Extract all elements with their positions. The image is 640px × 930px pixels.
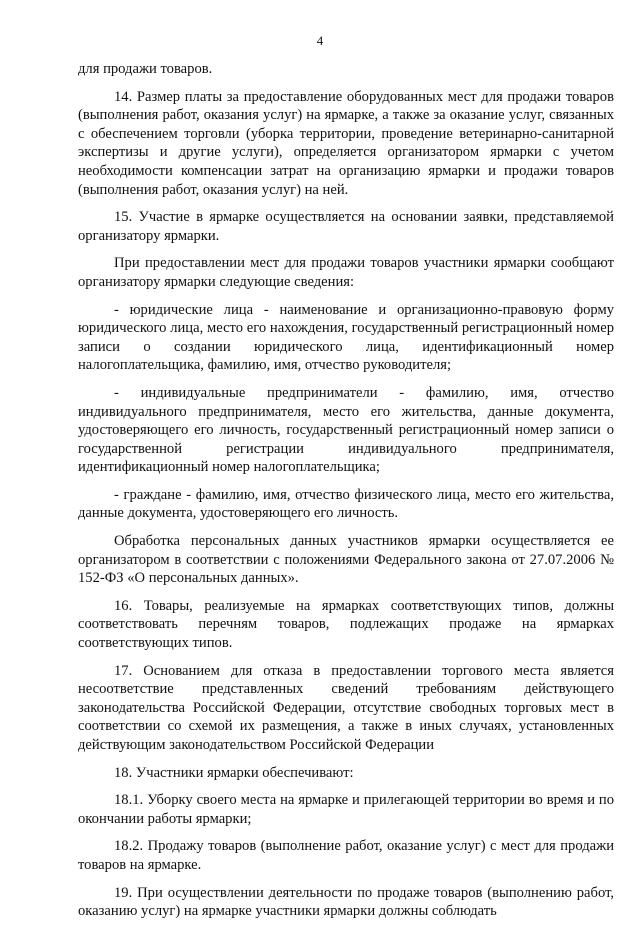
paragraph-18-obligations: 18. Участники ярмарки обеспечивают: — [114, 764, 354, 781]
paragraph-18-2-sales: 18.2. Продажу товаров (выполнение работ, оказание услуг) с мест для продажи товаров на ярмарке. — [78, 838, 614, 873]
paragraph-18-1-cleaning: 18.1. Уборку своего места на ярмарке и прилегающей территории во время и по окончании работы ярмарки; — [78, 792, 614, 827]
paragraph-citizens: - граждане - фамилию, имя, отчество физического лица, место его жительства, данные документа, удостоверяющего его личность. — [78, 486, 614, 522]
paragraph-15-participation: 15. Участие в ярмарке осуществляется на основании заявки, представляемой организатору ярмарки. — [78, 209, 614, 244]
paragraph-14-fee: 14. Размер платы за предоставление оборудованных мест для продажи товаров (выполнения работ, оказания услуг) на ярмарке, а также за оказание услуг, связанных с обеспечением торговли (уборка территории, проведение ветеринарно-санитарной экспертизы и другие услуги), определяется организатором ярмарки с учетом необходимости компенсации затрат на организацию ярмарки и продажи товаров (выполнения работ, оказания услуг) на ней. — [78, 88, 614, 198]
paragraph-17-refusal: 17. Основанием для отказа в предоставлении торгового места является несоответствие представленных сведений требованиям действующего законодательства Российской Федерации, отсутствие свободных торговых мест в соответствии со схемой их размещения, а также в иных случаях, установленных действующим законодательством Российской Федерации — [78, 662, 614, 753]
page-number: 4 — [316, 33, 324, 48]
paragraph-personal-data: Обработка персональных данных участников ярмарки осуществляется ее организатором в соответствии с положениями Федерального закона от 27.07.2006 № 152-ФЗ «О персональных данных». — [78, 533, 614, 587]
paragraph-info-required: При предоставлении мест для продажи товаров участники ярмарки сообщают организатору ярмарки следующие сведения: — [78, 255, 614, 290]
paragraph-legal-entities: - юридические лица - наименование и организационно-правовую форму юридического лица, место его нахождения, государственный регистрационный номер записи о создании юридического лица, идентификационный номер налогоплательщика, фамилию, имя, отчество руководителя; — [78, 301, 614, 374]
paragraph-19-compliance: 19. При осуществлении деятельности по продаже товаров (выполнению работ, оказанию услуг) на ярмарке участники ярмарки должны соблюдать — [78, 884, 614, 920]
document-body — [78, 60, 614, 930]
paragraph-continuation: для продажи товаров. — [78, 61, 213, 77]
paragraph-individual-entrepreneurs: - индивидуальные предприниматели - фамилию, имя, отчество индивидуального предпринимателя, место его жительства, данные документа, удостоверяющего его личность, государственный регистрационный номер записи о государственной регистрации индивидуального предпринимателя, идентификационный номер налогоплательщика; — [78, 384, 614, 476]
paragraph-16-goods: 16. Товары, реализуемые на ярмарках соответствующих типов, должны соответствовать перечням товаров, подлежащих продаже на ярмарках соответствующих типов. — [78, 597, 614, 652]
